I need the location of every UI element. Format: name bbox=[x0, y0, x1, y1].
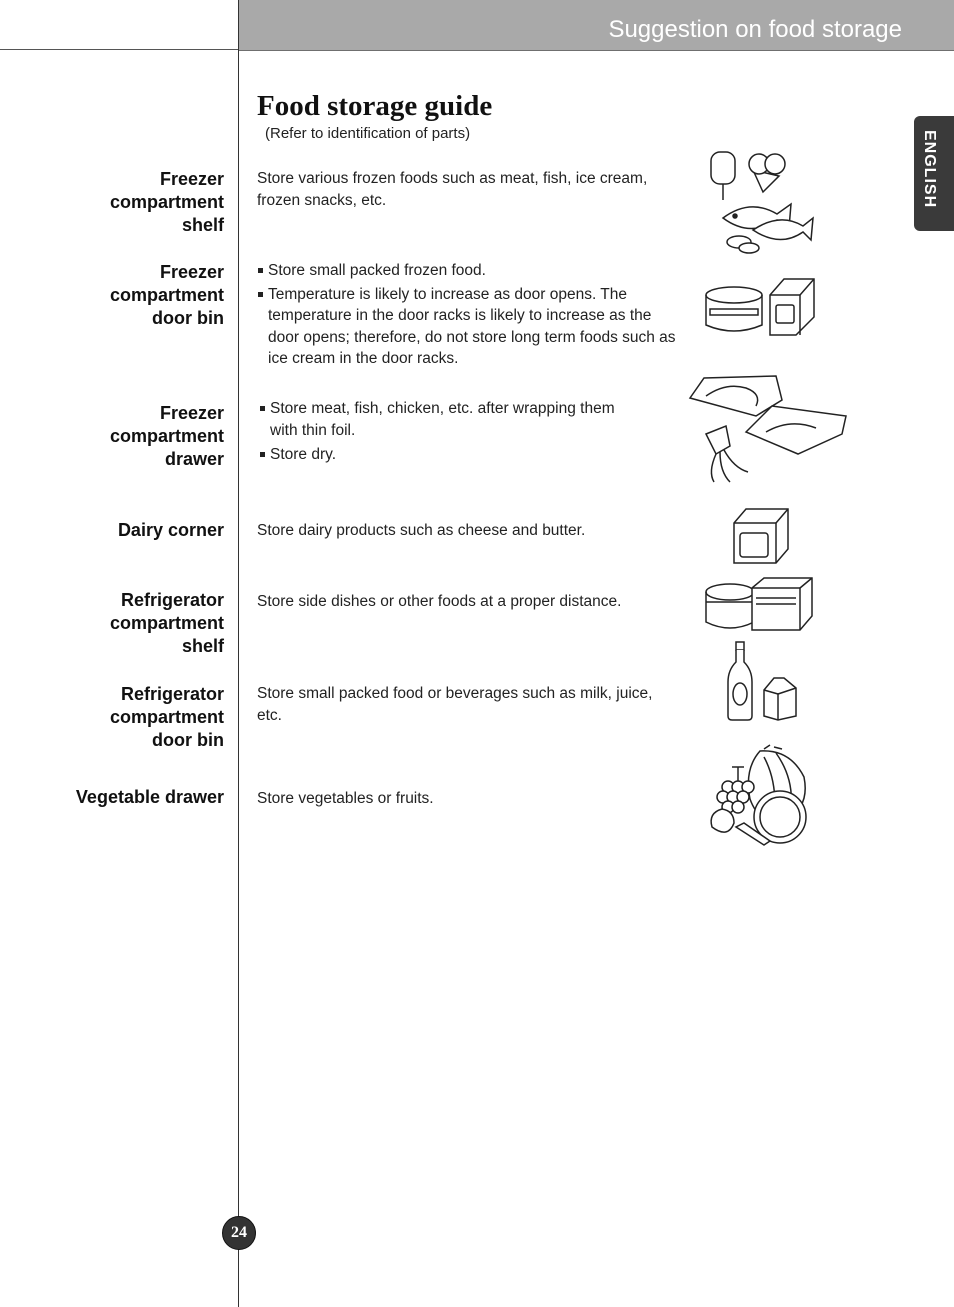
desc-refrigerator-door-bin: Store small packed food or beverages such as milk, juice, etc. bbox=[257, 685, 653, 724]
fruits-and-vegetables-icon bbox=[704, 743, 810, 851]
food-containers-icon bbox=[704, 576, 816, 634]
bullet-item: Temperature is likely to increase as door opens. The temperature in the door racks is likely to increase as the door opens; therefore, do not store long term foods such as ice cream in the door racks. bbox=[257, 284, 677, 370]
wrapped-meat-and-squid-icon bbox=[686, 372, 850, 488]
section-title: Suggestion on food storage bbox=[608, 16, 902, 43]
label-refrigerator-shelf: Refrigerator compartment shelf bbox=[109, 590, 224, 656]
label-refrigerator-door-bin: Refrigerator compartment door bin bbox=[109, 684, 224, 750]
page-number: 24 bbox=[222, 1216, 256, 1250]
column-divider bbox=[238, 0, 239, 1307]
label-freezer-drawer: Freezer compartment drawer bbox=[109, 403, 224, 469]
ice-cream-and-fish-icon bbox=[705, 146, 817, 258]
desc-freezer-shelf: Store various frozen foods such as meat, fish, ice cream, frozen snacks, etc. bbox=[257, 170, 648, 209]
page-title: Food storage guide bbox=[257, 90, 493, 122]
bullet-item: Store dry. bbox=[259, 444, 639, 466]
language-tab-label: ENGLISH bbox=[921, 130, 938, 209]
language-tab bbox=[914, 116, 954, 231]
bottle-and-milk-carton-icon bbox=[726, 640, 800, 722]
bullet-item: Store meat, fish, chicken, etc. after wrapping them with thin foil. bbox=[259, 398, 639, 441]
desc-freezer-door-bin bbox=[257, 260, 677, 370]
page-subtitle: (Refer to identification of parts) bbox=[265, 125, 471, 142]
label-freezer-door-bin: Freezer compartment door bin bbox=[109, 262, 224, 328]
header-bar bbox=[239, 0, 954, 51]
bullet-item: Store small packed frozen food. bbox=[257, 260, 677, 282]
desc-freezer-drawer bbox=[259, 398, 639, 466]
desc-vegetable-drawer: Store vegetables or fruits. bbox=[257, 790, 434, 807]
desc-dairy-corner: Store dairy products such as cheese and butter. bbox=[257, 522, 586, 539]
desc-refrigerator-shelf: Store side dishes or other foods at a proper distance. bbox=[257, 593, 622, 610]
header-divider bbox=[0, 49, 239, 50]
butter-box-icon bbox=[732, 507, 792, 565]
label-freezer-shelf: Freezer compartment shelf bbox=[109, 169, 224, 235]
label-dairy-corner: Dairy corner bbox=[117, 520, 224, 540]
frozen-packages-icon bbox=[704, 273, 818, 337]
label-vegetable-drawer: Vegetable drawer bbox=[75, 787, 224, 807]
